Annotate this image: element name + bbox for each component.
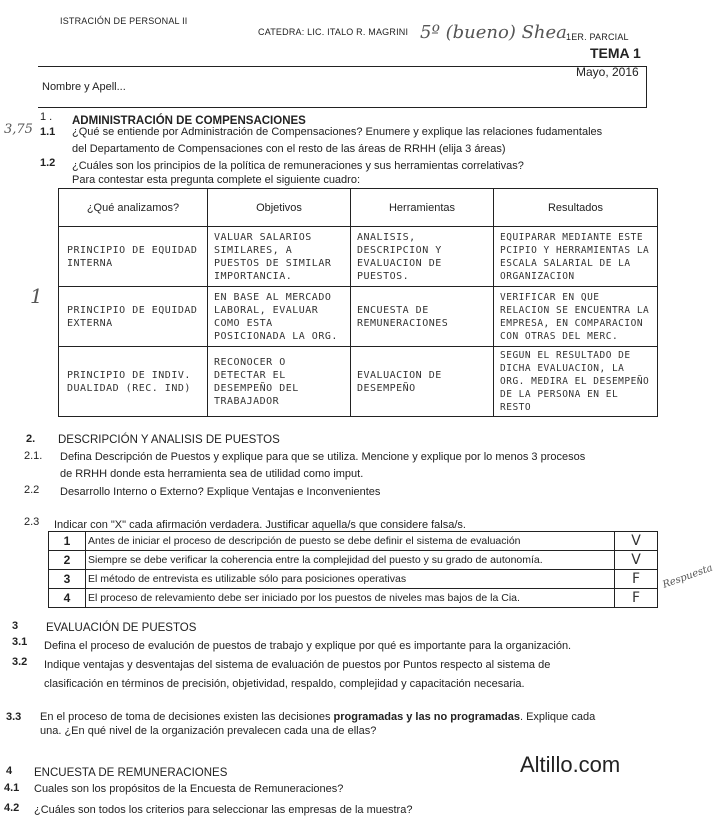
- table-header-cell: Herramientas: [351, 189, 494, 227]
- table-row: [49, 532, 658, 551]
- margin-grade-mark: 3,75: [4, 122, 33, 137]
- q3-1-text: Defina el proceso de evalución de puestos de trabajo y explique por qué es importante para la organización.: [44, 640, 572, 652]
- side-note: Respuesta: [661, 562, 714, 591]
- compensation-table: [58, 188, 658, 417]
- table-row: [49, 570, 658, 589]
- table-cell: PRINCIPIO DE EQUIDAD EXTERNA: [59, 287, 208, 347]
- table-margin-mark: 1: [30, 284, 43, 308]
- table-header-row: [59, 189, 658, 227]
- section-2-number: 2.: [26, 433, 36, 445]
- q2-1-number: 2.1.: [24, 450, 43, 462]
- item-text: Antes de iniciar el proceso de descripción de puesto se debe definir el sistema de evaluación: [86, 532, 615, 551]
- q4-1-number: 4.1: [4, 782, 20, 794]
- exam-date: Mayo, 2016: [576, 65, 639, 79]
- table-cell: EN BASE AL MERCADO LABORAL, EVALUAR COMO ESTA POSICIONADA LA ORG.: [208, 287, 351, 347]
- table-header-cell: Resultados: [494, 189, 658, 227]
- q2-2-number: 2.2: [24, 484, 40, 496]
- section-4-number: 4: [6, 765, 13, 777]
- q3-3-number: 3.3: [6, 711, 22, 723]
- item-text: El proceso de relevamiento debe ser iniciado por los puestos de niveles mas bajos de la Cia.: [86, 589, 615, 608]
- item-text: Siempre se debe verificar la coherencia entre la complejidad del puesto y su grado de autonomía.: [86, 551, 615, 570]
- table-header-cell: ¿Qué analizamos?: [59, 189, 208, 227]
- q4-2-number: 4.2: [4, 802, 20, 814]
- item-number: 3: [49, 570, 86, 589]
- table-cell: SEGUN EL RESULTADO DE DICHA EVALUACION, LA ORG. MEDIRA EL DESEMPEÑO DE LA PERSONA EN EL RESTO: [494, 347, 658, 417]
- table-row: [59, 227, 658, 287]
- q1-1-number: 1.1: [40, 126, 56, 138]
- table-cell: EQUIPARAR MEDIANTE ESTE PCIPIO Y HERRAMIENTAS LA ESCALA SALARIAL DE LA ORGANIZACION: [494, 227, 658, 287]
- table-row: [59, 347, 658, 417]
- q1-2-number: 1.2: [40, 157, 56, 169]
- section-1-title: ADMINISTRACIÓN DE COMPENSACIONES: [72, 115, 306, 127]
- q1-2-line1: ¿Cuáles son los principios de la política de remuneraciones y sus herramientas correlativas?: [72, 160, 524, 172]
- table-row: [49, 551, 658, 570]
- q3-3-line1: [40, 711, 595, 724]
- tema-label: TEMA 1: [590, 45, 641, 61]
- q3-2-line2: clasificación en términos de precisión, objetividad, respaldo, complejidad y capacitación necesaria.: [44, 678, 525, 690]
- table-cell: EVALUACION DE DESEMPEÑO: [351, 347, 494, 417]
- q3-3-text-end: . Explique cada: [519, 711, 596, 723]
- q3-3-line2: una. ¿En qué nivel de la organización prevalecen cada una de ellas?: [40, 725, 377, 737]
- item-number: 1: [49, 532, 86, 551]
- table-cell: RECONOCER O DETECTAR EL DESEMPEÑO DEL TRABAJADOR: [208, 347, 351, 417]
- course-name: ISTRACIÓN DE PERSONAL II: [60, 16, 188, 26]
- table-row: [49, 589, 658, 608]
- true-false-table: [48, 531, 658, 608]
- q4-1-text: Cuales son los propósitos de la Encuesta de Remuneraciones?: [34, 783, 344, 795]
- item-number: 4: [49, 589, 86, 608]
- q3-2-line1: Indique ventajas y desventajas del sistema de evaluación de puestos por Puntos respecto al sistema de: [44, 659, 551, 671]
- chair-name: CATEDRA: LIC. ITALO R. MAGRINI: [258, 27, 409, 37]
- watermark-logo: Altillo.com: [520, 752, 621, 777]
- table-cell: ANALISIS, DESCRIPCION Y EVALUACION DE PUESTOS.: [351, 227, 494, 287]
- handwritten-grade: 5º (bueno) Shea: [420, 22, 567, 43]
- table-cell: PRINCIPIO DE INDIV. DUALIDAD (REC. IND): [59, 347, 208, 417]
- q3-2-number: 3.2: [12, 656, 28, 668]
- section-2-title: DESCRIPCIÓN Y ANALISIS DE PUESTOS: [58, 434, 280, 446]
- q2-3-text: Indicar con "X" cada afirmación verdadera. Justificar aquella/s que considere falsa/s.: [54, 519, 466, 531]
- check-mark: V: [615, 532, 658, 551]
- check-mark: V: [615, 551, 658, 570]
- check-mark: F: [615, 570, 658, 589]
- check-mark: F: [615, 589, 658, 608]
- q3-1-number: 3.1: [12, 636, 28, 648]
- q3-3-bold: programadas y las no programadas: [333, 711, 520, 723]
- name-box: [38, 66, 647, 108]
- name-label: Nombre y Apell...: [42, 81, 126, 93]
- q1-1-line1: ¿Qué se entiende por Administración de Compensaciones? Enumere y explique las relaciones fudamentales: [72, 126, 603, 138]
- section-3-title: EVALUACIÓN DE PUESTOS: [46, 622, 197, 634]
- section-3-number: 3: [12, 620, 19, 632]
- item-number: 2: [49, 551, 86, 570]
- section-1-number: 1 .: [40, 111, 53, 123]
- q4-2-text: ¿Cuáles son todos los criterios para seleccionar las empresas de la muestra?: [34, 804, 413, 816]
- q2-3-number: 2.3: [24, 516, 40, 528]
- table-cell: PRINCIPIO DE EQUIDAD INTERNA: [59, 227, 208, 287]
- table-cell: VALUAR SALARIOS SIMILARES, A PUESTOS DE SIMILAR IMPORTANCIA.: [208, 227, 351, 287]
- q2-1-line2: de RRHH donde esta herramienta sea de utilidad como imput.: [60, 468, 364, 480]
- exam-type: 1ER. PARCIAL: [566, 32, 629, 42]
- table-cell: VERIFICAR EN QUE RELACION SE ENCUENTRA LA EMPRESA, EN COMPARACION CON OTRAS DEL MERC.: [494, 287, 658, 347]
- table-header-cell: Objetivos: [208, 189, 351, 227]
- section-4-title: ENCUESTA DE REMUNERACIONES: [34, 767, 228, 779]
- q3-3-text: En el proceso de toma de decisiones existen las decisiones: [40, 711, 334, 723]
- item-text: El método de entrevista es utilizable sólo para posiciones operativas: [86, 570, 615, 589]
- table-cell: ENCUESTA DE REMUNERACIONES: [351, 287, 494, 347]
- q1-2-line2: Para contestar esta pregunta complete el siguiente cuadro:: [72, 174, 361, 186]
- table-row: [59, 287, 658, 347]
- q2-2-text: Desarrollo Interno o Externo? Explique Ventajas e Inconvenientes: [60, 486, 381, 498]
- q1-1-line2: del Departamento de Compensaciones con el resto de las áreas de RRHH (elija 3 áreas): [72, 143, 506, 155]
- q2-1-line1: Defina Descripción de Puestos y explique para que se utiliza. Mencione y explique por lo menos 3 procesos: [60, 451, 586, 463]
